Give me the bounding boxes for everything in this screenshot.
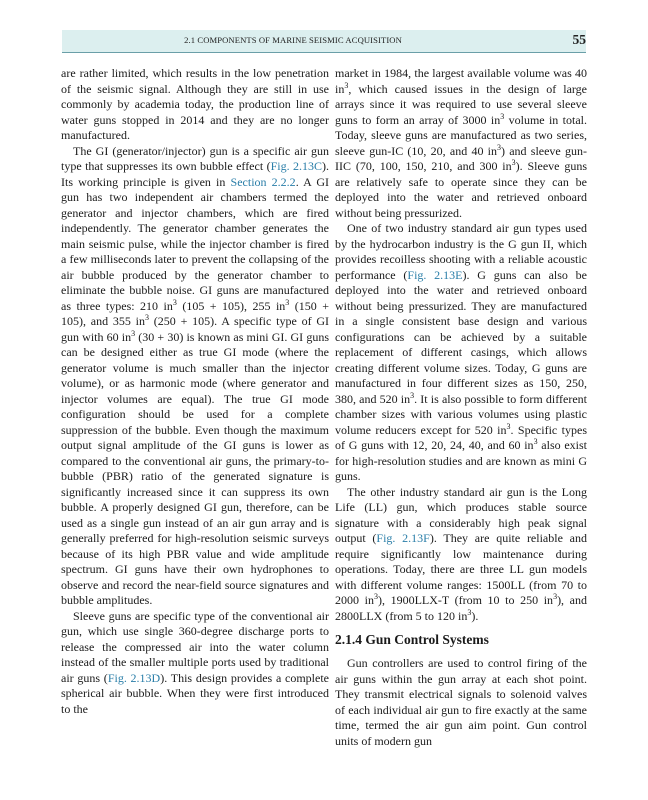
text-span: , which caused issues in the design of large arrays since it was required to use several sleeve guns to form an array of 3000 in bbox=[335, 81, 587, 127]
page-number: 55 bbox=[572, 32, 586, 47]
figure-link-2-13f[interactable]: Fig. 2.13F bbox=[376, 531, 430, 545]
left-column bbox=[61, 66, 329, 717]
paragraph-sleeve-guns bbox=[61, 609, 329, 718]
paragraph-gun-controllers: Gun controllers are used to control firing of the air guns within the gun array at each shot point. They transmit electrical signals to solenoid valves of each individual air gun to fire exactly at the same time, termed the air gun aim point. Gun control units of modern gun bbox=[335, 656, 587, 748]
text-span: ). They are quite reliable and require significantly low maintenance during operations. Today, there are three LL gun models with different volume ranges: 1500LL (from 70 to 2000 in bbox=[335, 531, 587, 607]
paragraph-g-gun bbox=[335, 221, 587, 485]
text-span: market in 1984, the largest available volume was 40 in bbox=[335, 66, 587, 96]
text-span: . A GI gun has two independent air chambers termed the generator and injector chambers, which are fired independently. The generator chamber generates the main seismic pulse, while the injector chamber is fired a few milliseconds later to prevent the collapsing of the air bubble produced by the generator chamber to eliminate the bubble noise. GI guns are manufactured as three types: 210 in bbox=[61, 174, 329, 313]
superscript: 3 bbox=[553, 592, 558, 601]
figure-link-2-13d[interactable]: Fig. 2.13D bbox=[107, 670, 161, 685]
text-span: ). bbox=[471, 608, 479, 623]
text-span: (150 + 105), and 355 in bbox=[61, 298, 329, 328]
superscript: 3 bbox=[285, 297, 290, 307]
superscript: 3 bbox=[172, 297, 177, 307]
superscript: 3 bbox=[497, 142, 501, 152]
text-span: One of two industry standard air gun types used by the hydrocarbon industry is the G gun II, which provides recoilless shooting with a reliable acoustic performance ( bbox=[335, 221, 587, 282]
text-span: ). Sleeve guns are relatively safe to operate since they can be deployed into the water and retrieved onboard without being pressurized. bbox=[335, 159, 588, 220]
section-link-2-2-2[interactable]: Section 2.2.2 bbox=[230, 174, 296, 189]
superscript: 3 bbox=[506, 421, 511, 431]
text-span: ). This design provides a complete spherical air bubble. When they were first introduced to the bbox=[61, 670, 330, 716]
section-heading-gun-control: 2.1.4 Gun Control Systems bbox=[335, 632, 489, 647]
text-span: (30 + 30) is known as mini GI. GI guns can be designed either as true GI mode (where the generator volume is much smaller than the injector volume), or as harmonic mode (where generator and injector volumes are equal). The true GI mode configuration should be used for a complete suppression of the bubble. Even though the maximum output signal amplitude of the GI guns is lower as compared to the conventional air guns, the primary-to-bubble (PBR) ratio of the generated signature is significantly increased since it can suppress its own bubble. A properly designed GI gun, therefore, can be used as a single gun instead of an air gun array and is generally preferred for high-resolution seismic surveys because of its high PBR value and wide amplitude spectrum. GI guns have their own hydrophones to observe and record the near-field source signatures and bubble amplitudes. bbox=[61, 329, 329, 607]
paragraph-ll-gun bbox=[335, 485, 587, 625]
text-span: (105 + 105), 255 in bbox=[176, 298, 286, 313]
header-rule bbox=[62, 52, 586, 53]
paragraph-water-guns: are rather limited, which results in the low penetration of the seismic signal. Although they are still in use commonly by academia today, the production line of water guns stopped in 2014 and they are no longer manufactured. bbox=[61, 66, 329, 142]
superscript: 3 bbox=[410, 390, 415, 400]
text-span: The other industry standard air gun is the Long Life (LL) gun, which produces stable source signature with a considerably high peak signal output ( bbox=[335, 484, 587, 545]
text-span: . It is also possible to form different chamber sizes with various volumes using plastic volume reducers except for 520 in bbox=[335, 391, 587, 437]
superscript: 3 bbox=[467, 607, 472, 617]
superscript: 3 bbox=[511, 158, 516, 167]
text-span: ), and 2800LLX (from 5 to 120 in bbox=[335, 593, 587, 623]
running-title: 2.1 COMPONENTS OF MARINE SEISMIC ACQUISITION bbox=[184, 35, 402, 45]
superscript: 3 bbox=[373, 592, 378, 601]
paragraph-gi-gun bbox=[61, 144, 329, 609]
text-span: Sleeve guns are specific type of the conventional air gun, which use single 360-degree discharge ports to release the compressed air into the water column instead of the smaller multiple ports used by traditional air guns ( bbox=[61, 608, 329, 685]
figure-link-2-13c[interactable]: Fig. 2.13C bbox=[270, 159, 322, 173]
text-span: ). Its working principle is given in bbox=[61, 159, 329, 189]
superscript: 3 bbox=[145, 313, 150, 322]
text-span: ). G guns can also be deployed into the water and retrieved onboard without being pressurized. They are manufactured in a single consistent base design and various configurations can be achieved by a suitable replacement of different casings, which allows creating different volume sizes. Today, G guns are manufactured in four different sizes as 150, 250, 380, and 520 in bbox=[335, 267, 588, 406]
text-span: also exist for high-resolution studies and are known as mini G guns. bbox=[335, 438, 588, 483]
text-span: volume in total. Today, sleeve guns are manufactured as two series, sleeve gun-IC (10, 20, and 40 in bbox=[335, 112, 588, 158]
right-column bbox=[335, 66, 587, 749]
text-span: ), 1900LLX-T (from 10 to 250 in bbox=[377, 593, 554, 607]
text-span: (250 + 105). A specific type of GI gun with 60 in bbox=[61, 314, 330, 344]
text-span: The GI (generator/injector) gun is a specific air gun type that suppresses its own bubble effect ( bbox=[61, 143, 329, 173]
figure-link-2-13e[interactable]: Fig. 2.13E bbox=[407, 267, 463, 282]
superscript: 3 bbox=[500, 111, 505, 121]
superscript: 3 bbox=[344, 80, 349, 90]
superscript: 3 bbox=[533, 437, 538, 446]
text-span: . Specific types of G guns with 12, 20, 24, 40, and 60 in bbox=[335, 422, 587, 452]
superscript: 3 bbox=[131, 328, 136, 338]
text-span: ) and sleeve gun-IIC (70, 100, 150, 210, and 300 in bbox=[335, 143, 587, 173]
paragraph-sleeve-guns-continued bbox=[335, 66, 587, 221]
